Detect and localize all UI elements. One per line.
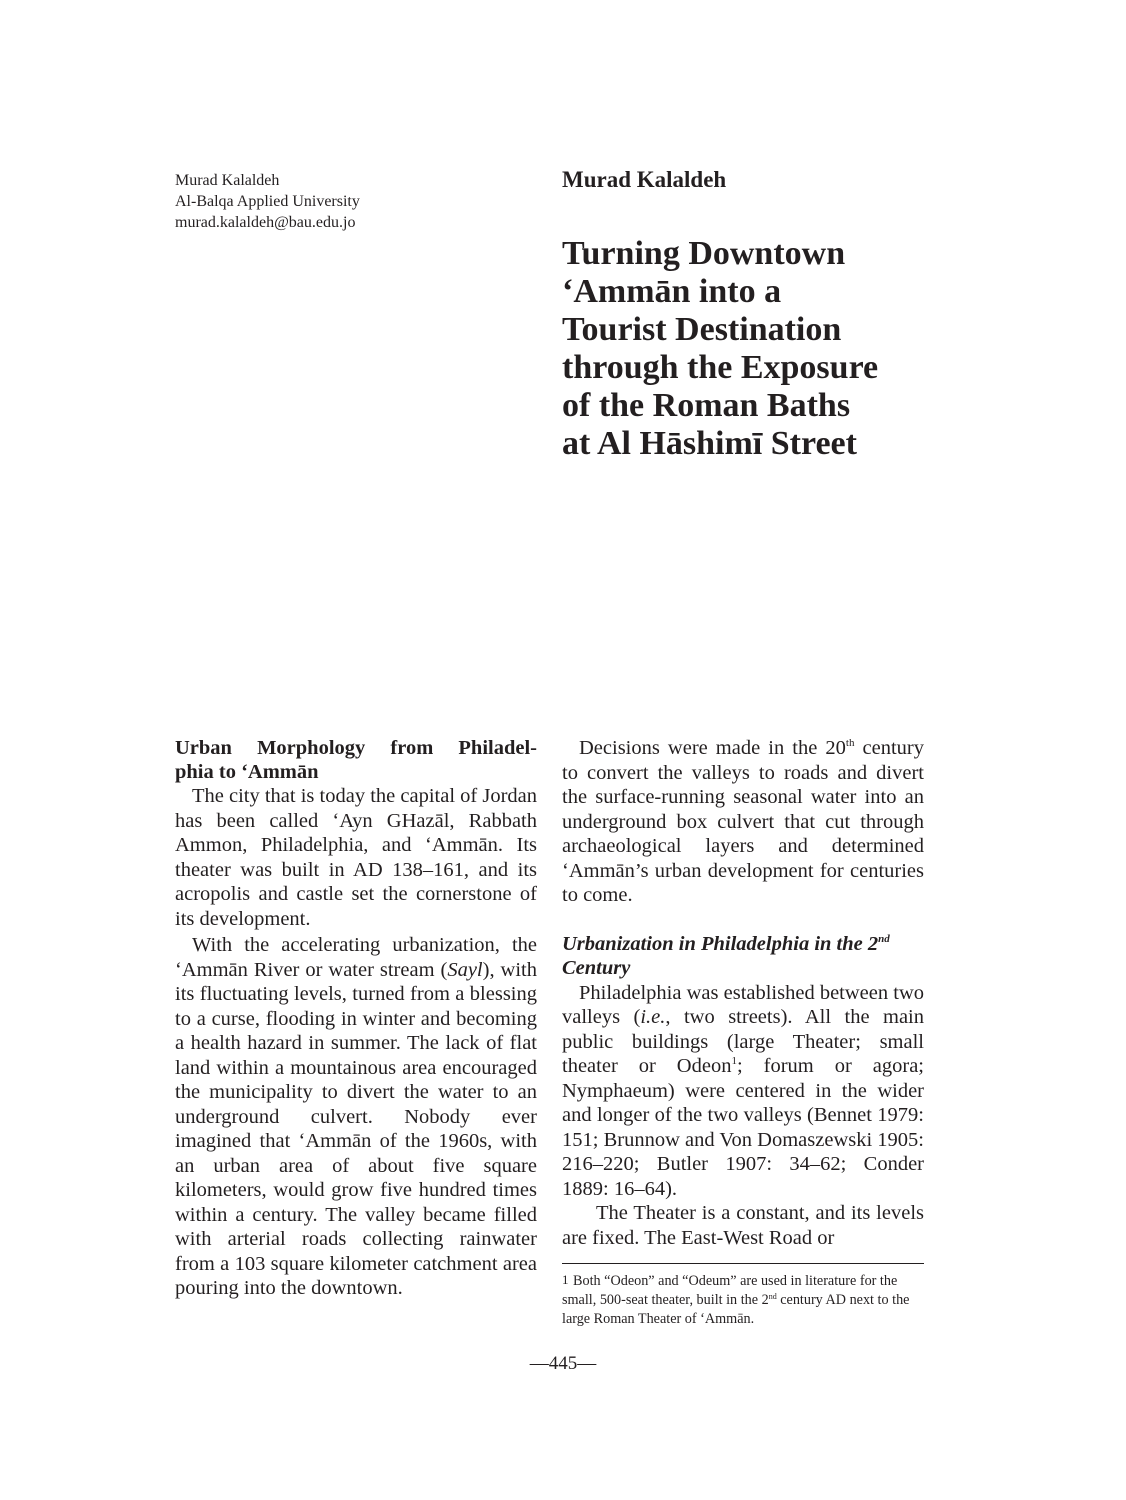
ordinal-superscript: nd — [768, 1292, 777, 1301]
section-heading-line: phia to ‘Ammān — [175, 761, 319, 783]
affiliation-email: murad.kalaldeh@bau.edu.jo — [175, 214, 356, 231]
paragraph-text: , two streets). All the main public buildings (large Theater; small theater or Odeon — [562, 1006, 924, 1077]
body-paragraph — [175, 933, 537, 1301]
paragraph-text: With the accelerating urbanization, the ‘Ammān River or water stream ( — [175, 934, 537, 981]
paragraph-text: ), with its fluctuating levels, turned from a blessing to a curse, flooding in winter and becoming a health hazard in summer. The lack of flat land within a mountainous area encouraged the municipality to divert the water to an underground culvert. Nobody ever imagined that ‘Ammān of the 1960s, with an urban area of about five square kilometers, would grow five hundred times within a century. The valley became filled with arterial roads collecting rainwater from a 103 square kilometer catchment area pouring into the downtown. — [175, 958, 537, 1299]
left-text-column — [175, 736, 537, 1301]
title-line: through the Exposure — [562, 349, 879, 386]
title-line: at Al Hāshimī Street — [562, 425, 857, 462]
affiliation-name: Murad Kalaldeh — [175, 172, 280, 189]
ordinal-superscript: nd — [878, 932, 890, 945]
subsection-heading — [562, 932, 924, 981]
footnote-text: Both “Odeon” and “Odeum” are used in literature for the small, 500-seat theater, built in the 2 — [562, 1273, 898, 1308]
affiliation-institution: Al-Balqa Applied University — [175, 193, 360, 210]
subheading-text: Century — [562, 957, 631, 979]
right-text-column — [562, 736, 924, 1250]
ordinal-superscript: th — [845, 737, 855, 749]
author-affiliation-block — [175, 170, 475, 233]
footnote — [562, 1263, 924, 1329]
title-line: ‘Ammān into a — [562, 273, 782, 310]
italic-term: i.e. — [640, 1006, 666, 1028]
author-heading: Murad Kalaldeh — [562, 167, 727, 192]
body-paragraph — [562, 981, 924, 1202]
italic-term: Sayl — [447, 958, 483, 981]
body-paragraph: The Theater is a constant, and its levels are fixed. The East-West Road or — [562, 1202, 924, 1249]
subheading-text: Urbanization in Philadelphia in the 2 — [562, 932, 879, 955]
section-heading-line: Urban Morphology from Philadel- — [175, 737, 537, 759]
paragraph-text: ; forum or agora; Nymphaeum) were centered in the wider and longer of the two valleys (Bennet 1979: 151; Brunnow and Von Domaszewski 1905: 216–220; Butler 1907: 34–62; Conder 1889: 16–64). — [562, 1055, 925, 1200]
section-heading — [175, 736, 537, 784]
paragraph-text: century to convert the valleys to roads and divert the surface-running seasonal water into an underground box culvert that cut through archaeological layers and determined ‘Ammān’s urban development for centuries to come. — [562, 737, 924, 906]
body-paragraph — [562, 736, 924, 908]
title-line: Tourist Destination — [562, 311, 842, 348]
article-title — [562, 235, 942, 463]
paragraph-text: Philadelphia was established between two valleys ( — [562, 981, 924, 1028]
paragraph-text: Decisions were made in the 20 — [579, 737, 846, 759]
footnote-text: century AD next to the large Roman Theater of ‘Ammān. — [562, 1292, 910, 1327]
body-paragraph: The city that is today the capital of Jordan has been called ‘Ayn GHazāl, Rabbath Ammon, Philadelphia, and ‘Ammān. Its theater was built in AD 138–161, and its acropolis and castle set the cornerstone of its development. — [175, 785, 537, 930]
title-line: of the Roman Baths — [562, 387, 851, 424]
page-number: —445— — [529, 1353, 597, 1374]
footnote-reference[interactable]: 1 — [731, 1055, 737, 1067]
title-line: Turning Downtown — [562, 235, 846, 272]
footnote-marker: 1 — [562, 1272, 569, 1287]
